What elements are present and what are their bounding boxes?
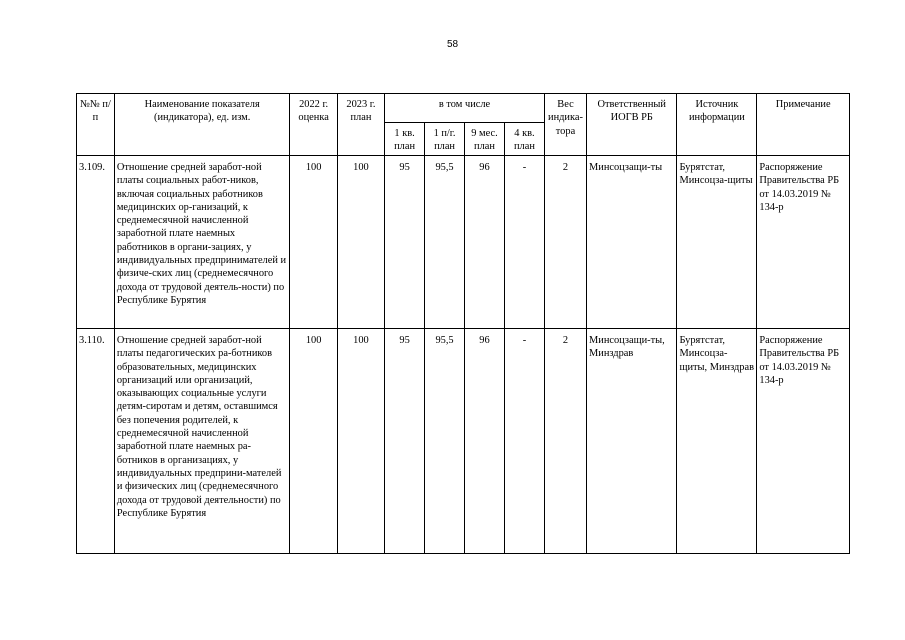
row-note: Распоряжение Правительства РБ от 14.03.2019 № 134-р (757, 329, 850, 554)
header-num: №№ п/п (77, 94, 115, 156)
header-row-main (77, 94, 850, 123)
row-2022: 100 (290, 329, 337, 554)
row-q1: 95 (385, 156, 425, 329)
header-source: Источник информации (677, 94, 757, 156)
row-9m: 96 (465, 329, 505, 554)
row-h1: 95,5 (425, 329, 465, 554)
row-note: Распоряжение Правительства РБ от 14.03.2019 № 134-р (757, 156, 850, 329)
row-h1: 95,5 (425, 156, 465, 329)
header-name: Наименование показателя (индикатора), ед. изм. (114, 94, 290, 156)
table-row (77, 329, 850, 554)
row-2023: 100 (337, 329, 384, 554)
row-name: Отношение средней заработ-ной платы социальных работ-ников, включая социальных работников медицинских ор-ганизаций, к среднемесячной начисленной заработной плате наемных работников в органи-зациях, у индивидуальных предпринимателей и физиче-ских лиц (среднемесячного дохода от трудовой деятель-ности) по Республике Бурятия (114, 156, 290, 329)
header-weight: Вес индика-тора (544, 94, 586, 156)
row-num: 3.109. (77, 156, 115, 329)
indicators-table (76, 93, 850, 554)
page-number: 58 (446, 39, 459, 50)
row-2023: 100 (337, 156, 384, 329)
row-source: Бурятстат, Минсоцза-щиты, Минздрав (677, 329, 757, 554)
row-name: Отношение средней заработ-ной платы педагогических ра-ботников образовательных, медицинских организаций или организаций, оказывающих социальные услуги детям-сиротам и детям, оставшимся без попечения родителей, к среднемесячной начисленной заработной плате наемных ра-ботников в организациях, у индивидуальных предприни-мателей и физических лиц (среднемесячного дохода от трудовой деятельности) по Республике Бурятия (114, 329, 290, 554)
row-q4: - (504, 329, 544, 554)
header-2022: 2022 г. оценка (290, 94, 337, 156)
row-2022: 100 (290, 156, 337, 329)
row-num: 3.110. (77, 329, 115, 554)
row-q4: - (504, 156, 544, 329)
row-9m: 96 (465, 156, 505, 329)
header-2023: 2023 г. план (337, 94, 384, 156)
table-row (77, 156, 850, 329)
header-note: Примечание (757, 94, 850, 156)
header-including: в том числе (385, 94, 545, 123)
header-9m: 9 мес. план (465, 123, 505, 156)
header-h1: 1 п/г. план (425, 123, 465, 156)
header-responsible: Ответственный ИОГВ РБ (587, 94, 677, 156)
row-weight: 2 (544, 329, 586, 554)
header-q1: 1 кв. план (385, 123, 425, 156)
header-q4: 4 кв. план (504, 123, 544, 156)
row-responsible: Минсоцзащи-ты (587, 156, 677, 329)
row-q1: 95 (385, 329, 425, 554)
row-source: Бурятстат, Минсоцза-щиты (677, 156, 757, 329)
row-weight: 2 (544, 156, 586, 329)
row-responsible: Минсоцзащи-ты, Минздрав (587, 329, 677, 554)
